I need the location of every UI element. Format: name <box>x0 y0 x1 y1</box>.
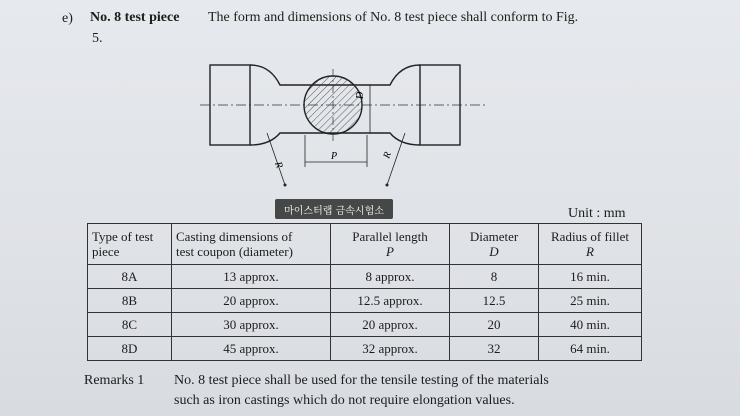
cell-casting: 13 approx. <box>172 265 331 289</box>
header-type: Type of test piece <box>88 224 172 265</box>
cell-parallel: 12.5 approx. <box>331 289 450 313</box>
remarks-label: Remarks 1 <box>84 373 145 388</box>
header-radius: Radius of fillet R <box>539 224 642 265</box>
header-parallel-length: Parallel length P <box>331 224 450 265</box>
cell-radius: 16 min. <box>539 265 642 289</box>
watermark-caption: 마이스터랩 금속시험소 <box>275 199 393 219</box>
remarks-text-line1: No. 8 test piece shall be used for the tensile testing of the materials <box>174 373 549 388</box>
remarks-text-line2: such as iron castings which do not require elongation values. <box>174 393 515 408</box>
svg-text:D: D <box>355 91 366 99</box>
section-label: e) <box>62 11 73 26</box>
table-row <box>88 289 642 313</box>
unit-label: Unit : mm <box>568 206 626 221</box>
cell-type: 8C <box>88 313 172 337</box>
table-header-row <box>88 224 642 265</box>
test-piece-figure <box>195 55 495 195</box>
dimensions-table <box>87 223 642 361</box>
cell-radius: 40 min. <box>539 313 642 337</box>
cell-type: 8B <box>88 289 172 313</box>
section-text-continued: 5. <box>92 31 103 46</box>
cell-diameter: 32 <box>450 337 539 361</box>
lower-profile <box>250 133 420 145</box>
cell-diameter: 12.5 <box>450 289 539 313</box>
cell-parallel: 8 approx. <box>331 265 450 289</box>
cell-radius: 64 min. <box>539 337 642 361</box>
section-title: No. 8 test piece <box>90 10 180 25</box>
header-casting: Casting dimensions of test coupon (diameter) <box>172 224 331 265</box>
cell-casting: 20 approx. <box>172 289 331 313</box>
cell-diameter: 20 <box>450 313 539 337</box>
cell-parallel: 32 approx. <box>331 337 450 361</box>
svg-text:R: R <box>272 160 285 170</box>
cell-casting: 30 approx. <box>172 313 331 337</box>
cell-diameter: 8 <box>450 265 539 289</box>
cell-type: 8D <box>88 337 172 361</box>
cell-parallel: 20 approx. <box>331 313 450 337</box>
cell-radius: 25 min. <box>539 289 642 313</box>
table-row <box>88 337 642 361</box>
table-row <box>88 313 642 337</box>
table-row <box>88 265 642 289</box>
header-diameter: Diameter D <box>450 224 539 265</box>
svg-text:P: P <box>331 151 338 162</box>
cell-casting: 45 approx. <box>172 337 331 361</box>
cell-type: 8A <box>88 265 172 289</box>
section-text: The form and dimensions of No. 8 test piece shall conform to Fig. <box>208 10 579 25</box>
svg-text:R: R <box>381 150 394 161</box>
